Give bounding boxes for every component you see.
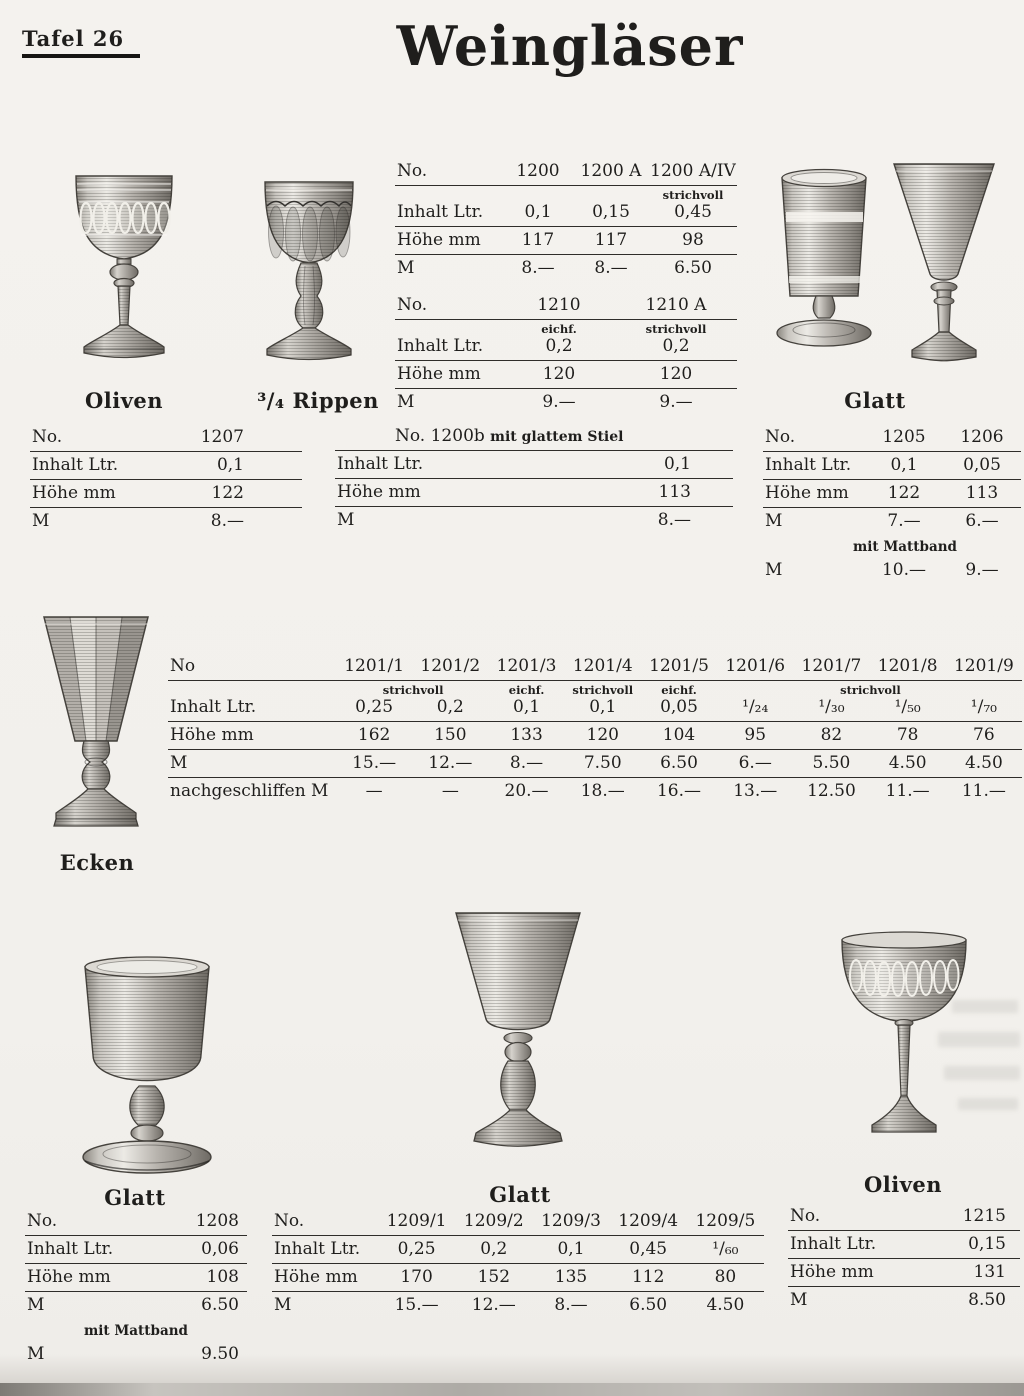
col-header: 1209/5 [695, 1211, 756, 1231]
glass-illustration-glatt-bottom-left [55, 945, 240, 1185]
table-row [30, 424, 302, 452]
value-cell: ¹/₇₀ [970, 696, 997, 717]
caption-glatt-bottom-center: Glatt [489, 1182, 551, 1207]
value-cell: eichf. 0,2 [503, 323, 615, 356]
value-cell: 20.— [504, 780, 549, 801]
row-label: Höhe mm [170, 724, 254, 745]
value-cell: 76 [973, 724, 995, 745]
table-1200b [335, 424, 733, 534]
caption-rippen: ³/₄ Rippen [257, 388, 379, 413]
table-row [25, 1292, 247, 1319]
col-header: 1209/4 [618, 1211, 679, 1231]
page-bleed-through [938, 1032, 1020, 1047]
table-row [788, 1203, 1020, 1231]
value-cell: strichvoll 0,25 [336, 684, 412, 717]
col-header: 1201/2 [420, 656, 481, 676]
row-label: No. [274, 1211, 305, 1231]
value-cell: 122 [211, 483, 244, 503]
row-label: No [170, 656, 196, 676]
value-cell: 0,1 [890, 455, 918, 475]
mattband-note: mit Mattband [853, 539, 957, 555]
value-cell: ¹/₂₄ [742, 696, 769, 717]
value-cell: 117 [594, 229, 628, 250]
value-cell: 152 [477, 1267, 511, 1287]
value-cell: 13.— [733, 780, 778, 801]
value-cell: 6.50 [201, 1295, 239, 1315]
value-cell: 5.50 [812, 752, 851, 773]
value-cell: 0,2 [480, 1239, 508, 1259]
value-cell: 104 [662, 724, 696, 745]
col-header: 1209/1 [386, 1211, 447, 1231]
row-label: M [32, 511, 50, 531]
col-header: 1201/8 [877, 656, 938, 676]
col-header: 1201/7 [801, 656, 862, 676]
row-label: Höhe mm [397, 229, 481, 250]
value-cell: 133 [510, 724, 543, 745]
row-label: Inhalt Ltr. [170, 696, 257, 717]
table-row [395, 227, 737, 255]
value-cell: 120 [659, 363, 693, 384]
value-cell: 0,06 [201, 1239, 239, 1259]
table-header [335, 424, 733, 451]
col-header: 1209/2 [463, 1211, 524, 1231]
row-label: M [765, 560, 783, 580]
value-cell: 12.— [471, 1295, 516, 1315]
row-label: M [337, 510, 355, 530]
value-cell: 9.50 [201, 1344, 239, 1364]
table-row [395, 361, 737, 389]
table-row [395, 389, 737, 416]
row-label: Inhalt Ltr. [765, 455, 852, 475]
row-label: Inhalt Ltr. [27, 1239, 114, 1259]
table-row [25, 1208, 247, 1236]
table-row [788, 1259, 1020, 1287]
value-cell: 0,2 [436, 696, 464, 717]
table-1215 [788, 1203, 1020, 1314]
table-header-no: No. 1200b [395, 426, 485, 446]
caption-glatt-top: Glatt [844, 388, 906, 413]
value-cell: 9.— [965, 560, 999, 580]
row-label: No. [397, 161, 428, 181]
value-cell: 15.— [352, 752, 397, 773]
value-cell: 98 [682, 229, 704, 250]
value-cell: ¹/₆₀ [712, 1239, 739, 1259]
row-label: M [170, 752, 188, 773]
row-label: M [397, 257, 415, 278]
value-cell: 1207 [200, 427, 244, 447]
table-1207 [30, 424, 302, 535]
value-cell: 11.— [961, 780, 1006, 801]
col-header: 1201/5 [649, 656, 709, 676]
value-cell: 0,25 [397, 1239, 436, 1259]
row-label: No. [397, 295, 428, 315]
table-row [25, 1236, 247, 1264]
value-cell: 6.50 [660, 752, 698, 773]
value-cell: 8.50 [968, 1290, 1006, 1310]
row-label: No. [790, 1206, 821, 1226]
value-cell: 0,1 [524, 201, 552, 222]
col-header: 1205 [882, 427, 926, 447]
table-row [168, 653, 1022, 681]
table-row [168, 778, 1022, 805]
caption-oliven-bottom: Oliven [863, 1172, 943, 1197]
table-row [788, 1231, 1020, 1259]
value-cell: 12.— [428, 752, 473, 773]
value-cell: 113 [658, 482, 691, 502]
caption-ecken: Ecken [59, 850, 135, 875]
value-cell: 0,15 [592, 201, 630, 222]
value-cell: 4.50 [964, 752, 1003, 773]
value-cell: 9.— [542, 391, 576, 412]
table-row [335, 479, 733, 507]
value-cell: 15.— [394, 1295, 439, 1315]
value-cell: 131 [973, 1262, 1006, 1282]
mattband-note: mit Mattband [84, 1323, 188, 1339]
row-label: Höhe mm [397, 363, 481, 384]
table-1200 [395, 158, 737, 282]
value-cell: 6.50 [629, 1295, 668, 1315]
fill-note: strichvoll [662, 188, 724, 202]
table-row [272, 1292, 764, 1319]
col-header: 1200 A [580, 161, 642, 181]
value-cell: 112 [631, 1267, 665, 1287]
value-cell: ¹/₅₀ [894, 696, 921, 717]
row-label: No. [32, 427, 63, 447]
value-cell: 95 [744, 724, 767, 745]
table-row [168, 750, 1022, 778]
glass-illustration-glatt-bottom-center [428, 903, 608, 1175]
fill-note: strichvoll [572, 683, 634, 697]
table-row [272, 1236, 764, 1264]
row-label: No. [765, 427, 796, 447]
table-row [30, 508, 302, 535]
table-row [25, 1264, 247, 1292]
value-cell: 9.— [659, 391, 693, 412]
row-label: Inhalt Ltr. [337, 454, 424, 474]
table-row [763, 452, 1021, 480]
table-row [395, 292, 737, 320]
row-label: Höhe mm [274, 1267, 358, 1287]
value-cell: 8.— [521, 257, 555, 278]
value-cell: 7.50 [583, 752, 622, 773]
col-header: 1201/4 [572, 656, 633, 676]
col-header: 1201/9 [953, 656, 1014, 676]
value-cell: 8.— [594, 257, 628, 278]
value-cell: 8.— [210, 511, 244, 531]
scan-edge [0, 1383, 1024, 1396]
value-cell: strichvoll 0,45 [649, 189, 737, 222]
table-1201 [168, 653, 1022, 805]
table-1209 [272, 1208, 764, 1319]
table-row [788, 1287, 1020, 1314]
value-cell: 0,45 [629, 1239, 668, 1259]
value-cell: 10.— [881, 560, 927, 580]
fill-note: eichf. [661, 683, 697, 697]
value-cell: 170 [400, 1267, 433, 1287]
value-cell: 18.— [580, 780, 625, 801]
table-row [272, 1208, 764, 1236]
table-row [763, 557, 1021, 584]
row-label: Höhe mm [790, 1262, 874, 1282]
value-cell: 120 [542, 363, 576, 384]
value-cell: eichf. 0,1 [488, 684, 564, 717]
row-label: M [765, 511, 783, 531]
col-header: 1201/1 [344, 656, 405, 676]
value-cell: 8.— [657, 510, 691, 530]
table-row [395, 158, 737, 186]
value-cell: 150 [434, 724, 467, 745]
table-row [763, 424, 1021, 452]
fill-note: strichvoll [645, 322, 707, 336]
table-row [395, 255, 737, 282]
table-row [272, 1264, 764, 1292]
value-cell: — [365, 780, 383, 801]
row-label: M [27, 1344, 45, 1364]
page-bleed-through [944, 1066, 1020, 1080]
value-cell: 16.— [656, 780, 702, 801]
value-cell: 6.50 [674, 257, 712, 278]
value-cell: 113 [965, 483, 999, 503]
row-label: Höhe mm [337, 482, 421, 502]
row-label: Höhe mm [32, 483, 116, 503]
value-cell: 4.50 [888, 752, 927, 773]
plate-number: Tafel 26 [22, 26, 140, 58]
fill-note: strichvoll [840, 683, 901, 697]
value-cell: 0,15 [968, 1234, 1006, 1254]
row-label: M [790, 1290, 808, 1310]
table-row [395, 186, 737, 227]
row-label: Inhalt Ltr. [32, 455, 119, 475]
value-cell: 0,1 [557, 1239, 585, 1259]
value-cell: 78 [896, 724, 919, 745]
value-cell: 117 [521, 229, 555, 250]
row-label: M [274, 1295, 292, 1315]
col-header: 1206 [960, 427, 1004, 447]
page-title: Weingläser [396, 14, 744, 78]
value-cell: 8.— [509, 752, 544, 773]
value-cell: strichvoll 0,2 [615, 323, 737, 356]
row-label: Inhalt Ltr. [397, 201, 484, 222]
row-label: Höhe mm [27, 1267, 111, 1287]
table-row [25, 1341, 247, 1368]
value-cell: — [441, 780, 459, 801]
table-row [335, 451, 733, 479]
value-cell: 80 [714, 1267, 737, 1287]
table-row [30, 452, 302, 480]
value-cell: 1208 [195, 1211, 239, 1231]
fill-note: strichvoll [382, 683, 444, 697]
table-1210 [395, 292, 737, 416]
table-row [395, 320, 737, 361]
value-cell: 122 [887, 483, 921, 503]
value-cell: strichvoll 0,1 [565, 684, 641, 717]
glass-illustration-oliven-top [48, 162, 200, 386]
glass-illustration-ecken [26, 607, 166, 850]
row-label: M [397, 391, 415, 412]
col-header: 1210 [537, 295, 581, 315]
table-row [168, 722, 1022, 750]
col-header: 1200 [516, 161, 560, 181]
fill-note: eichf. [541, 322, 577, 336]
value-cell: 108 [206, 1267, 239, 1287]
row-label: No. [27, 1211, 58, 1231]
row-label: M [27, 1295, 45, 1315]
page-bleed-through [952, 1000, 1018, 1013]
row-label: Inhalt Ltr. [397, 335, 484, 356]
value-cell: 162 [357, 724, 391, 745]
value-cell: 0,1 [216, 455, 244, 475]
value-cell: 135 [554, 1267, 588, 1287]
col-header: 1201/6 [725, 656, 786, 676]
value-cell: 8.— [554, 1295, 588, 1315]
table-row [335, 507, 733, 534]
row-label: Inhalt Ltr. [274, 1239, 361, 1259]
value-cell: 12.50 [807, 780, 856, 801]
col-header: 1209/3 [541, 1211, 601, 1231]
table-row [168, 681, 1022, 722]
glass-illustration-glatt-top-pair [762, 148, 1017, 386]
page-bleed-through [958, 1098, 1018, 1110]
row-label: Inhalt Ltr. [790, 1234, 877, 1254]
col-header: 1200 A/IV [650, 161, 736, 181]
fill-note: eichf. [508, 683, 545, 697]
value-cell: 4.50 [706, 1295, 745, 1315]
caption-glatt-bottom-left: Glatt [104, 1185, 166, 1210]
value-cell: 82 [820, 724, 843, 745]
table-header-note: mit glattem Stiel [490, 429, 624, 445]
table-row [763, 508, 1021, 535]
glass-illustration-rippen [243, 170, 375, 382]
value-cell: 0,05 [963, 455, 1001, 475]
row-label: Höhe mm [765, 483, 849, 503]
table-row [30, 480, 302, 508]
value-cell: 7.— [887, 511, 921, 531]
row-label: nachgeschliffen M [170, 780, 329, 801]
table-row [763, 480, 1021, 508]
col-header: 1210 A [645, 295, 707, 315]
value-cell: strichvoll ¹/₃₀ [793, 684, 869, 717]
value-cell: 120 [586, 724, 619, 745]
table-1205-1206 [763, 424, 1021, 584]
table-1208 [25, 1208, 247, 1368]
value-cell: 1215 [962, 1206, 1006, 1226]
value-cell: 0,1 [663, 454, 691, 474]
value-cell: 11.— [885, 780, 930, 801]
col-header: 1201/3 [496, 656, 557, 676]
value-cell: 6.— [965, 511, 999, 531]
value-cell: 6.— [738, 752, 772, 773]
value-cell: eichf. 0,05 [641, 684, 717, 717]
caption-oliven-top: Oliven [84, 388, 164, 413]
